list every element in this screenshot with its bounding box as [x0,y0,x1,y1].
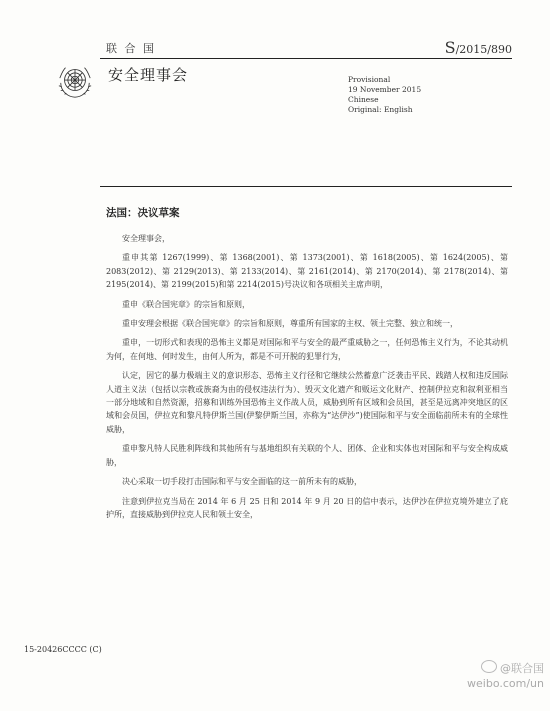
header-rule [100,58,512,59]
weibo-watermark [444,660,544,691]
paragraph: 重申黎凡特人民胜利阵线和其他所有与基地组织有关联的个人、团体、企业和实体也对国际和平与安全构成威胁， [106,444,508,467]
org-name: 联 合 国 [106,42,156,55]
paragraph: 安全理事会， [122,234,170,243]
weibo-logo-icon [481,660,497,673]
document-meta [348,75,421,115]
council-name: 安全理事会 [108,66,189,84]
paragraph: 注意到伊拉克当局在 2014 年 6 月 25 日和 2014 年 9 月 20 日的信中表示，达伊沙在伊拉克境外建立了庇护所，直接威胁到伊拉克人民和领土安全， [106,496,508,519]
document-body [106,232,508,527]
symbol-rest: /2015/890 [455,43,512,56]
symbol-prefix: S [444,38,456,57]
paragraph: 重申其第 1267(1999)、第 1368(2001)、第 1373(2001)、第 1618(2005)、第 1624(2005)、第 2083(2012)、第 2129(2013)、第 2133(2014)、第 2161(2014)、第 2170(2014)、第 2178(2014)、第 2195(2014)、第 2199(2015)和第 2214(2015)号决议和各项相关主席声明， [106,253,508,290]
un-emblem-icon [56,62,94,100]
meta-date: 19 November 2015 [348,85,422,94]
header-bottom-rule [100,186,512,187]
footer-doc-code: 15-20426CCCC (C) [24,645,102,654]
meta-language: Chinese [348,95,379,104]
paragraph: 重申《联合国宪章》的宗旨和原则， [122,299,250,309]
meta-status: Provisional [348,75,391,84]
document-symbol [445,38,512,57]
document-title: 法国：决议草案 [106,207,180,219]
paragraph: 重申，一切形式和表现的恐怖主义都是对国际和平与安全的最严重威胁之一，任何恐怖主义行为，不论其动机为何，在何地、何时发生，由何人所为，都是不可开脱的犯罪行为， [106,338,508,361]
paragraph: 重申安理会根据《联合国宪章》的宗旨和原则，尊重所有国家的主权、领土完整、独立和统一， [122,319,458,329]
meta-original: Original: English [348,105,413,114]
watermark-url: weibo.com/un [467,677,544,690]
watermark-handle-text: @联合国 [500,662,544,675]
paragraph: 决心采取一切手段打击国际和平与安全面临的这一前所未有的威胁， [122,477,362,487]
paragraph: 认定，因它的暴力极端主义的意识形态、恐怖主义行径和它继续公然蓄意广泛袭击平民、践踏人权和违反国际人道主义法（包括以宗教或族裔为由的侵权违法行为）、毁灭文化遗产和贩运文化财产、控制伊拉克和叙利亚相当一部分地域和自然资源，招募和训练外国恐怖主义作战人员，威胁到所有区域和会员国，甚至是远离冲突地区的区域和会员国，伊拉克和黎凡特伊斯兰国(伊黎伊斯兰国，亦称为“达伊沙”)使国际和平与安全面临前所未有的全球性威胁， [106,371,508,434]
watermark-handle [444,660,544,677]
